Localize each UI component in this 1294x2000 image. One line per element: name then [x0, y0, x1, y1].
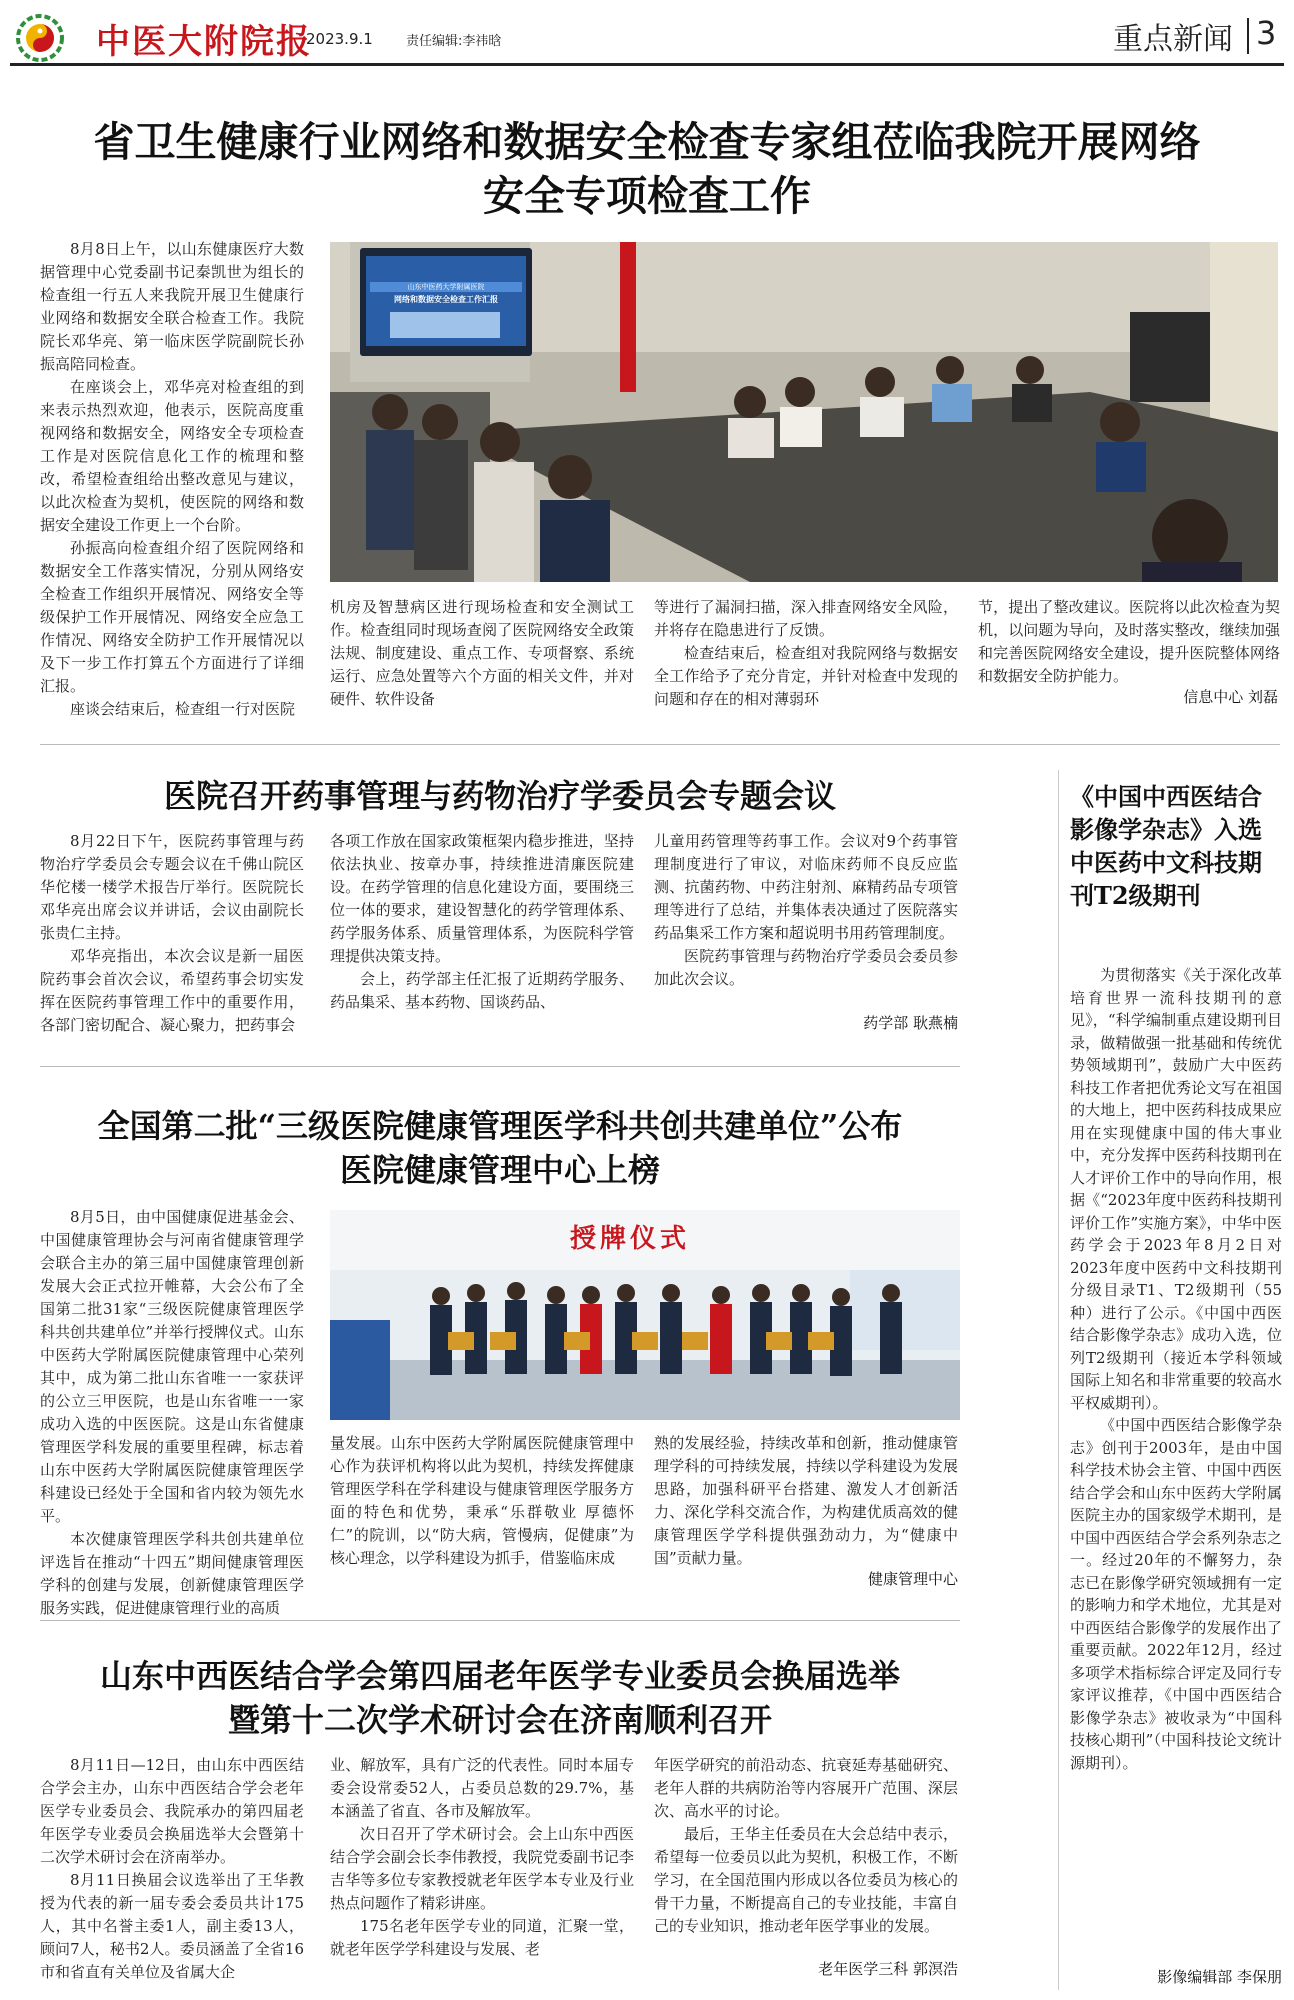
article1-byline: 信息中心 刘磊: [1183, 688, 1278, 706]
newspaper-logo-icon: [10, 10, 74, 66]
paragraph: 量发展。山东中医药大学附属医院健康管理中心作为获评机构将以此为契机，持续发挥健康管理医学科在学科建设与健康管理医学服务方面的特色和优势，秉承“乐群敬业 厚德怀仁”的院训，以“防大病，管慢病，促健康”为核心理念，以学科建设为抓手，借鉴临床成: [330, 1434, 634, 1567]
paragraph: 年医学研究的前沿动态、抗衰延寿基础研究、老年人群的共病防治等内容展开广范围、深层次、高水平的讨论。: [654, 1756, 958, 1820]
paragraph: 次日召开了学术研讨会。会上山东中西医结合学会副会长李伟教授，我院党委副书记李吉华等多位专家教授就老年医学本专业及行业热点问题作了精彩讲座。: [330, 1825, 634, 1912]
paragraph: 等进行了漏洞扫描，深入排查网络安全风险，并将存在隐患进行了反馈。: [654, 598, 958, 639]
editor-credit: 责任编辑:李祎晗: [406, 34, 502, 49]
ceremony-banner: 授牌仪式: [570, 1224, 691, 1254]
article3-column2: [330, 1432, 634, 1570]
article3-title-line1: 全国第二批“三级医院健康管理医学科共创共建单位”公布: [97, 1107, 903, 1145]
article3-byline: 健康管理中心: [867, 1570, 958, 1588]
article1-column4: [978, 596, 1280, 688]
paragraph: 孙振高向检查组介绍了医院网络和数据安全工作落实情况，分别从网络安全检查工作组织开展情况、网络安全等级保护工作开展情况、网络安全应急工作情况、网络安全防护工作开展情况以及下一步工作打算五个方面进行了详细汇报。: [40, 539, 304, 695]
paragraph: 8月11日—12日，由山东中西医结合学会主办，山东中西医结合学会老年医学专业委员会、我院承办的第四届老年医学专业委员会换届选举大会暨第十二次学术研讨会在济南举办。: [40, 1756, 304, 1866]
article2-title: 医院召开药事管理与药物治疗学委员会专题会议: [163, 777, 836, 815]
screen-subtitle: 山东中医药大学附属医院: [407, 283, 485, 291]
paragraph: 本次健康管理医学科共创共建单位评选旨在推动“十四五”期间健康管理医学科的创建与发展，创新健康管理医学服务实践，促进健康管理行业的高质: [40, 1530, 304, 1617]
paragraph: 儿童用药管理等药事工作。会议对9个药事管理制度进行了审议，对临床药师不良反应监测、抗菌药物、中药注射剂、麻精药品专项管理等进行了总结，并集体表决通过了医院落实药品集采工作方案和超说明书用药管理制度。: [654, 832, 958, 942]
paragraph: 机房及智慧病区进行现场检查和安全测试工作。检查组同时现场查阅了医院网络安全政策法规、制度建设、重点工作、专项督察、系统运行、应急处置等六个方面的相关文件，并对硬件、软件设备: [330, 598, 634, 708]
paragraph: 在座谈会上，邓华亮对检查组的到来表示热烈欢迎，他表示，医院高度重视网络和数据安全，网络安全专项检查工作是对医院信息化工作的梳理和整改，希望检查组给出整改意见与建议，以此次检查为契机，使医院的网络和数据安全建设工作更上一个台阶。: [40, 378, 304, 534]
section-divider: [40, 1620, 960, 1621]
article4-title-line1: 山东中西医结合学会第四届老年医学专业委员会换届选举: [99, 1657, 900, 1695]
article3-column1: [40, 1206, 304, 1620]
article4-column2: [330, 1754, 634, 1961]
paragraph: 各项工作放在国家政策框架内稳步推进，坚持依法执业、按章办事，持续推进清廉医院建设。在药学管理的信息化建设方面，要围绕三位一体的要求，建设智慧化的药学管理体系、药学服务体系、质量管理体系，为医院科学管理提供决策支持。: [330, 832, 634, 965]
award-ceremony-photo: [330, 1210, 960, 1420]
article1-title-line1: 省卫生健康行业网络和数据安全检查专家组莅临我院开展网络: [93, 118, 1201, 166]
paragraph: 医院药事管理与药物治疗学委员会委员参加此次会议。: [654, 947, 958, 988]
sidebar-divider: [1058, 770, 1059, 1990]
article4-column1: [40, 1754, 304, 1984]
article2-column3: [654, 830, 958, 991]
paragraph: 175名老年医学专业的同道，汇聚一堂，就老年医学学科建设与发展、老: [330, 1917, 634, 1958]
article3-title-line2: 医院健康管理中心上榜: [339, 1151, 660, 1189]
sidebar-byline: 影像编辑部 李保朋: [1157, 1968, 1282, 1986]
article1-column1: [40, 238, 304, 721]
article3-column3: [654, 1432, 958, 1570]
newspaper-name: 中医大附院报: [96, 22, 312, 62]
paragraph: 检查结束后，检查组对我院网络与数据安全工作给予了充分肯定，并针对检查中发现的问题和存在的相对薄弱环: [654, 644, 958, 708]
sidebar-title: 《中国中西医结合影像学杂志》入选中医药中文科技期刊T2级期刊: [1070, 782, 1262, 910]
paragraph: 会上，药学部主任汇报了近期药学服务、药品集采、基本药物、国谈药品、: [330, 970, 634, 1011]
sidebar-body: [1070, 964, 1282, 1774]
screen-title: 网络和数据安全检查工作汇报: [394, 295, 498, 304]
paragraph: 8月22日下午，医院药事管理与药物治疗学委员会专题会议在千佛山院区华佗楼一楼学术报告厅举行。医院院长邓华亮出席会议并讲话，会议由副院长张贵仁主持。: [40, 832, 304, 942]
paragraph: 座谈会结束后，检查组一行对医院: [70, 700, 296, 718]
issue-date: 2023.9.1: [306, 30, 373, 48]
paragraph: 8月5日，由中国健康促进基金会、中国健康管理协会与河南省健康管理学会联合主办的第三届中国健康管理创新发展大会正式拉开帷幕，大会公布了全国第二批31家“三级医院健康管理医学科共创共建单位”并举行授牌仪式。山东中医药大学附属医院健康管理中心荣列其中，成为第二批山东省唯一一家获评的公立三甲医院，也是山东省唯一一家成功入选的中医医院。这是山东省健康管理医学科发展的重要里程碑，标志着山东中医药大学附属医院健康管理医学科建设已经处于全国和省内较为领先水平。: [40, 1208, 304, 1525]
paragraph: 熟的发展经验，持续改革和创新，推动健康管理学科的可持续发展，持续以学科建设为发展思路，加强科研平台搭建、激发人才创新活力、深化学科交流合作，为构建优质高效的健康管理医学学科提供强劲动力，为“健康中国”贡献力量。: [654, 1434, 958, 1567]
article1-column3: [654, 596, 958, 711]
paragraph: 邓华亮指出，本次会议是新一届医院药事会首次会议，希望药事会切实发挥在医院药事管理工作中的重要作用，各部门密切配合、凝心聚力，把药事会: [40, 947, 304, 1034]
article4-byline: 老年医学三科 郭溟浩: [818, 1960, 958, 1978]
section-divider: [40, 1066, 960, 1067]
page-number: 3: [1256, 14, 1277, 52]
paragraph: 《中国中西医结合影像学杂志》创刊于2003年，是由中国科学技术协会主管、中国中西医结合学会和山东中医药大学附属医院主办的国家级学术期刊，是中国中西医结合学会系列杂志之一。经过20年的不懈努力，杂志已在影像学研究领域拥有一定的影响力和学术地位，尤其是对中西医结合影像学的发展作出了重要贡献。2022年12月，经过多项学术指标综合评定及同行专家评议推荐，《中国中西医结合影像学杂志》被收录为“中国科技核心期刊”（中国科技论文统计源期刊）。: [1070, 1416, 1282, 1772]
article4-title-line2: 暨第十二次学术研讨会在济南顺利召开: [227, 1701, 772, 1739]
article4-column3: [654, 1754, 958, 1938]
meeting-photo: [330, 242, 1278, 582]
paragraph: 8月11日换届会议选举出了王华教授为代表的新一届专委会委员共计175人，其中名誉主委1人，副主委13人，顾问7人，秘书2人。委员涵盖了全省16市和省直有关单位及省属大企: [40, 1871, 304, 1981]
paragraph: 最后，王华主任委员在大会总结中表示，希望每一位委员以此为契机，积极工作，不断学习，在全国范围内形成以各位委员为核心的骨干力量，不断提高自己的专业技能，丰富自己的专业知识，推动老年医学事业的发展。: [654, 1825, 958, 1935]
article2-column1: [40, 830, 304, 1037]
section-title: 重点新闻: [1113, 22, 1233, 57]
header-divider: [1247, 18, 1249, 54]
header-rule: [10, 63, 1284, 66]
section-divider: [40, 744, 1280, 745]
article1-title-line2: 安全专项检查工作: [483, 172, 811, 220]
article1-column2: [330, 596, 634, 711]
paragraph: 为贯彻落实《关于深化改革培育世界一流科技期刊的意见》，“科学编制重点建设期刊目录，做精做强一批基础和传统优势领域期刊”，鼓励广大中医药科技工作者把优秀论文写在祖国的大地上，把中医药科技成果应用在实现健康中国的伟大事业中，充分发挥中医药科技期刊在人才评价工作中的导向作用，根据《“2023年度中医药科技期刊评价工作”实施方案》，中华中医药学会于2023年8月2日对2023年度中医药中文科技期刊分级目录T1、T2级期刊（55种）进行了公示。《中国中西医结合影像学杂志》成功入选，位列T2级期刊（接近本学科领域国际上知名和非常重要的较高水平权威期刊）。: [1070, 966, 1282, 1412]
paragraph: 8月8日上午，以山东健康医疗大数据管理中心党委副书记秦凯世为组长的检查组一行五人来我院开展卫生健康行业网络和数据安全联合检查工作。我院院长邓华亮、第一临床医学院副院长孙振高陪同检查。: [40, 240, 304, 373]
article2-column2: [330, 830, 634, 1014]
paragraph: 业、解放军，具有广泛的代表性。同时本届专委会设常委52人，占委员总数的29.7%，基本涵盖了省直、各市及解放军。: [330, 1756, 634, 1820]
article2-byline: 药学部 耿燕楠: [863, 1014, 958, 1032]
paragraph: 节，提出了整改建议。医院将以此次检查为契机，以问题为导向，及时落实整改，继续加强和完善医院网络安全建设，提升医院整体网络和数据安全防护能力。: [978, 598, 1280, 685]
